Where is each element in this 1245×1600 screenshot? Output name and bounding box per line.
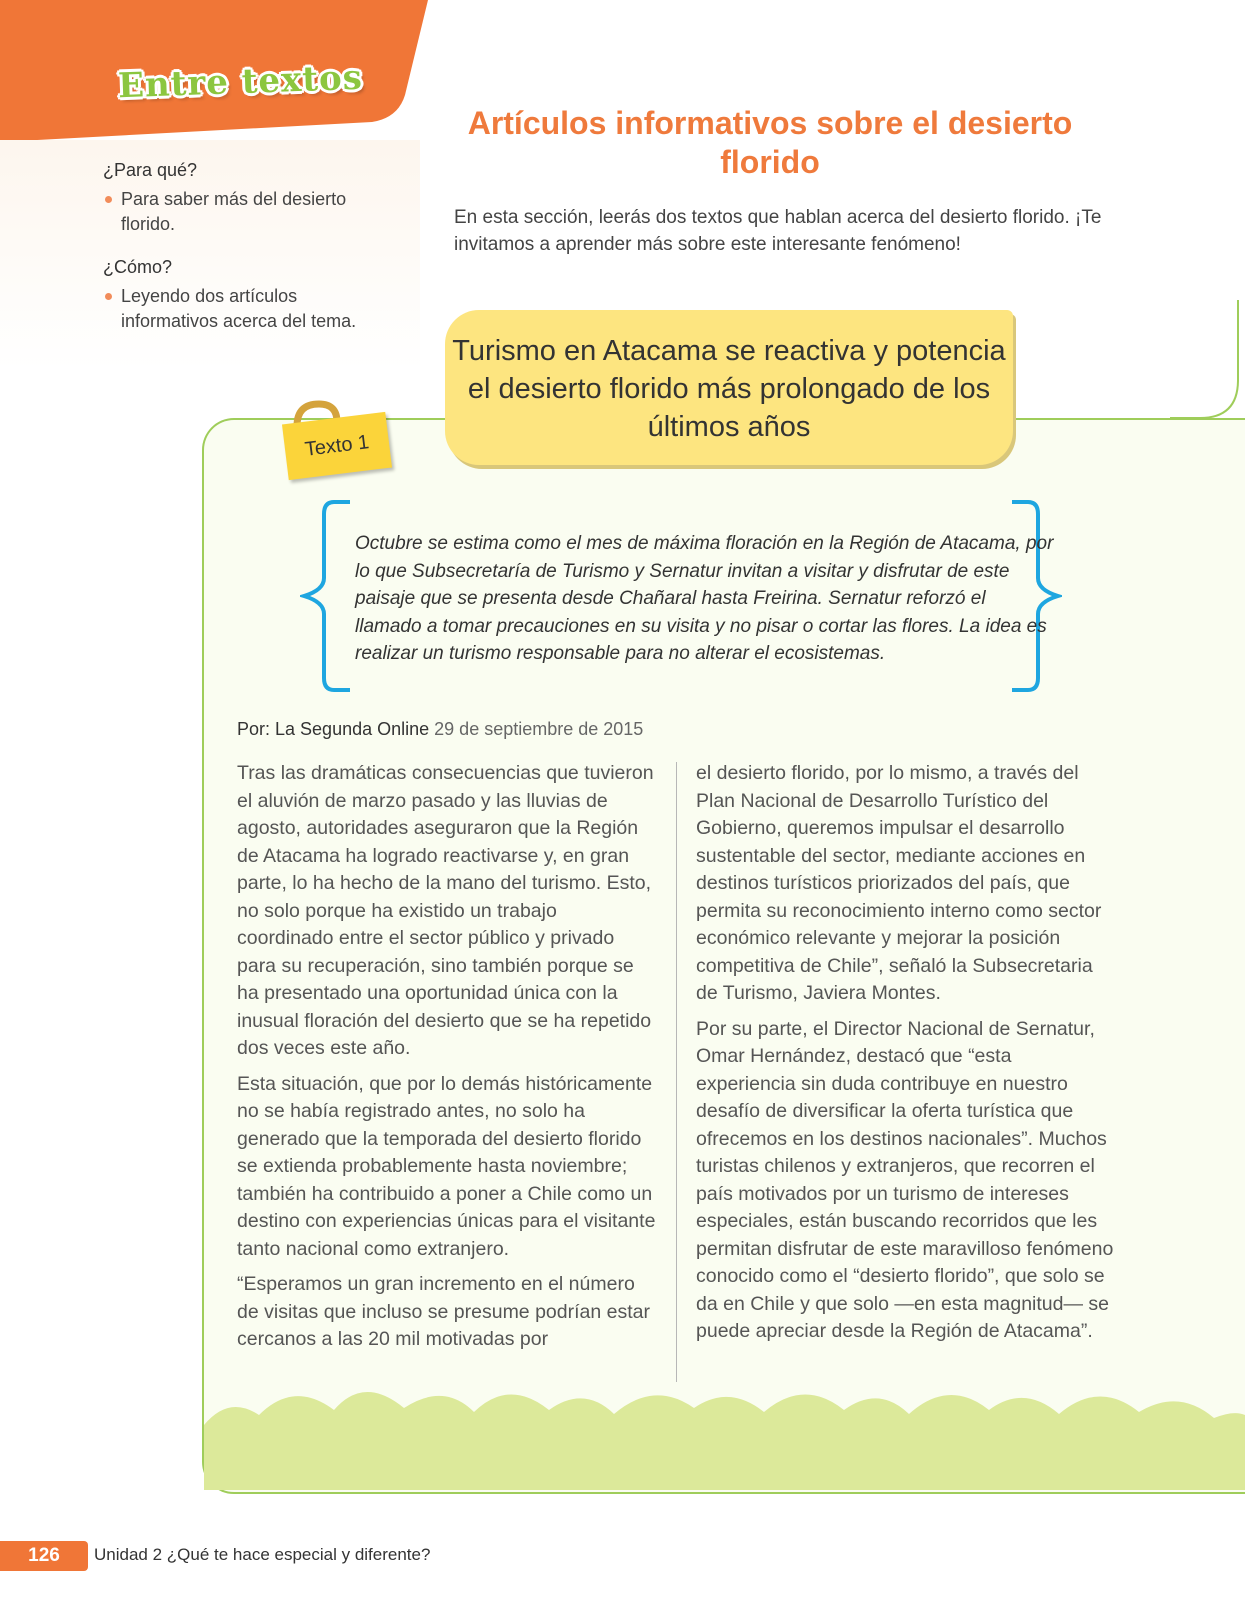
purpose-why	[103, 160, 381, 237]
how-heading: ¿Cómo?	[103, 257, 173, 277]
paragraph: Tras las dramáticas consecuencias que tuvieron el aluvión de marzo pasado y las lluvias de agosto, autoridades aseguraron que la Región de Atacama ha logrado reactivarse y, en gran parte, lo ha hecho de la mano del turismo. Esto, no solo porque ha existido un trabajo coordinado entre el sector público y privado para su recuperación, sino también porque se ha presentado una oportunidad única con la inusual floración del desierto que se ha repetido dos veces este año.	[237, 762, 654, 1059]
paragraph: Esta situación, que por lo demás históricamente no se había registrado antes, no solo ha generado que la temporada del desierto florido se extienda probablemente hasta noviembre; también ha contribuido a poner a Chile como un destino con experiencias únicas para el visitante tanto nacional como extranjero.	[237, 1072, 656, 1260]
paragraph: el desierto florido, por lo mismo, a través del Plan Nacional de Desarrollo Turístico del Gobierno, queremos impulsar el desarrollo sustentable del sector, mediante acciones en destinos turísticos priorizados del país, que permita su reconocimiento interno como sector económico relevante y mejorar la posición competitiva de Chile”, señaló la Subsecretaria de Turismo, Javiera Montes.	[696, 762, 1102, 1004]
text-tag: Texto 1	[282, 412, 392, 480]
article-column-left	[237, 760, 657, 1362]
purpose-how	[103, 257, 381, 334]
why-item: Para saber más del desierto florido.	[103, 187, 381, 237]
left-brace-icon	[300, 500, 350, 692]
unit-label: Unidad 2 ¿Qué te hace especial y diferente?	[94, 1545, 431, 1564]
page-number: 126	[0, 1541, 88, 1571]
article-lead: Octubre se estima como el mes de máxima floración en la Región de Atacama, por lo que Subsecretaría de Turismo y Sernatur invitan a visitar y disfrutar de este paisaje que se presenta desde Chañaral hasta Freirina. Sernatur reforzó el llamado a tomar precauciones en su visita y no pisar o cortar las flores. La idea es realizar un turismo responsable para no alterar el ecosistemas.	[355, 533, 1054, 664]
article-column-right	[696, 760, 1116, 1354]
headline-card	[445, 310, 1013, 465]
page-title: Artículos informativos sobre el desierto florido	[467, 105, 1073, 180]
box-corner-arc	[1170, 300, 1240, 420]
column-divider	[676, 762, 677, 1382]
paragraph: Por su parte, el Director Nacional de Sernatur, Omar Hernández, destacó que “esta experiencia sin duda contribuye en nuestro desafío de diversificar la oferta turística que ofrecemos en los destinos nacionales”. Muchos turistas chilenos y extranjeros, que recorren el país motivados por un turismo de intereses especiales, están buscando recorridos que les permitan disfrutar de este maravilloso fenómeno conocido como el “desierto florido”, que solo se da en Chile y que solo —en esta magnitud— se puede apreciar desde la Región de Atacama”.	[696, 1017, 1114, 1342]
paragraph: “Esperamos un gran incremento en el número de visitas que incluso se presume podrían estar cercanos a las 20 mil motivadas por	[237, 1273, 650, 1350]
byline-source: Por: La Segunda Online	[237, 719, 430, 739]
section-logo: Entre textos	[117, 57, 364, 107]
hills-decoration	[204, 1390, 1245, 1490]
intro-text: En esta sección, leerás dos textos que hablan acerca del desierto florido. ¡Te invitamos a aprender más sobre este interesante fenómeno!	[454, 207, 1102, 255]
byline	[237, 719, 643, 740]
byline-date: 29 de septiembre de 2015	[434, 719, 644, 739]
article-headline: Turismo en Atacama se reactiva y potencia el desierto florido más prolongado de los últimos años	[452, 335, 1006, 443]
why-heading: ¿Para qué?	[103, 160, 198, 180]
how-item: Leyendo dos artículos informativos acerca del tema.	[103, 284, 381, 334]
